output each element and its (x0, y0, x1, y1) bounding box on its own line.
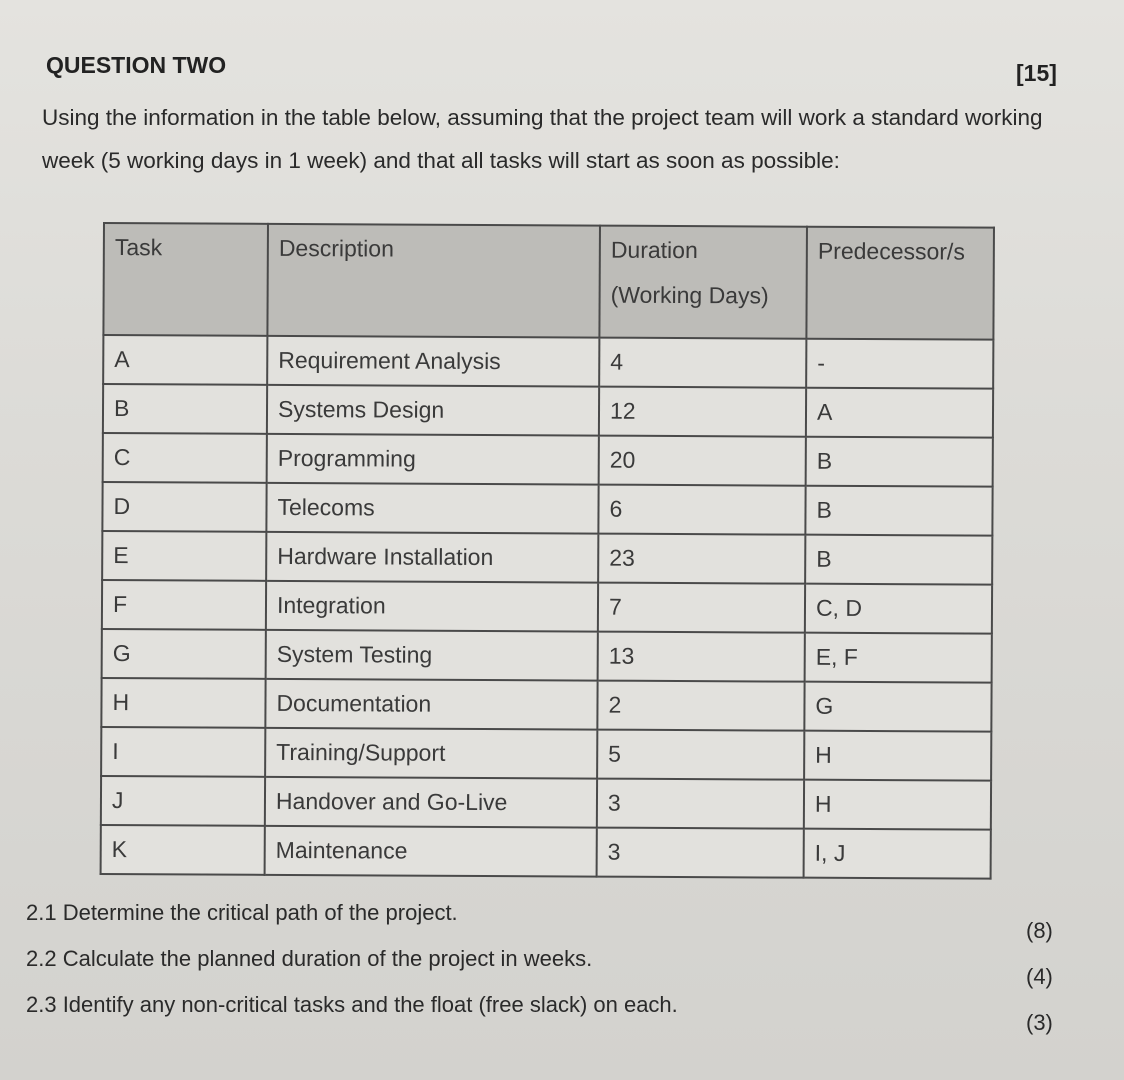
subquestion-2-2-marks: (4) (1026, 964, 1053, 989)
task-description: Programming (267, 434, 599, 485)
task-predecessors: H (804, 780, 991, 830)
task-predecessors: I, J (804, 829, 991, 879)
task-predecessors: H (804, 731, 991, 781)
total-marks: [15] (1016, 60, 1057, 86)
table-row (102, 580, 992, 634)
header-predecessors: Predecessor/s (806, 227, 994, 340)
task-duration: 5 (597, 730, 804, 780)
task-predecessors: B (805, 535, 992, 585)
task-id: C (103, 433, 267, 483)
task-description: Systems Design (267, 385, 599, 436)
table-row (102, 482, 992, 536)
header-description: Description (267, 224, 600, 338)
table-row (103, 433, 993, 487)
header-duration-unit: (Working Days) (610, 281, 769, 309)
task-duration: 13 (598, 632, 805, 682)
task-table (100, 222, 995, 880)
table-row (102, 531, 992, 585)
subquestion-2-3-marks: (3) (1026, 1010, 1053, 1035)
task-duration: 3 (597, 828, 804, 878)
table-row (101, 678, 991, 732)
task-id: G (102, 629, 266, 679)
task-id: B (103, 384, 267, 434)
table-header-row (103, 223, 994, 340)
task-predecessors: - (806, 339, 993, 389)
table-row (103, 335, 993, 389)
task-description: Requirement Analysis (267, 336, 599, 387)
task-id: H (101, 678, 265, 728)
task-id: K (101, 825, 265, 875)
subquestion-2-1-marks: (8) (1026, 918, 1053, 943)
task-description: Training/Support (265, 728, 597, 779)
task-description: Telecoms (266, 483, 598, 534)
table-row (101, 825, 991, 879)
task-duration: 3 (597, 779, 804, 829)
header-duration (599, 226, 807, 339)
table-row (103, 384, 993, 438)
task-description: Hardware Installation (266, 532, 598, 583)
task-id: J (101, 776, 265, 826)
task-duration: 2 (597, 681, 804, 731)
table-row (101, 776, 991, 830)
task-duration: 23 (598, 534, 805, 584)
task-predecessors: B (805, 486, 992, 536)
task-id: D (102, 482, 266, 532)
task-duration: 4 (599, 338, 806, 388)
task-duration: 7 (598, 583, 805, 633)
header-task: Task (103, 223, 268, 336)
task-id: I (101, 727, 265, 777)
task-predecessors: E, F (805, 633, 992, 683)
task-id: E (102, 531, 266, 581)
task-predecessors: C, D (805, 584, 992, 634)
task-duration: 20 (599, 436, 806, 486)
task-predecessors: B (806, 437, 993, 487)
header-duration-label: Duration (610, 236, 698, 264)
question-heading: QUESTION TWO (46, 52, 227, 78)
task-predecessors: A (806, 388, 993, 438)
table-row (101, 727, 991, 781)
task-duration: 6 (598, 485, 805, 535)
task-id: A (103, 335, 267, 385)
task-description: System Testing (266, 630, 598, 681)
task-id: F (102, 580, 266, 630)
task-description: Handover and Go-Live (265, 777, 597, 828)
task-description: Documentation (265, 679, 597, 730)
task-description: Maintenance (265, 826, 597, 877)
subquestion-2-3: 2.3 Identify any non-critical tasks and the float (free slack) on each. (26, 992, 678, 1017)
subquestion-2-1: 2.1 Determine the critical path of the project. (26, 900, 458, 925)
question-intro: Using the information in the table below, assuming that the project team will work a standard working week (5 working days in 1 week) and that all tasks will start as soon as possible: (42, 105, 1043, 173)
task-duration: 12 (599, 387, 806, 437)
task-predecessors: G (804, 682, 991, 732)
table-row (102, 629, 992, 683)
task-description: Integration (266, 581, 598, 632)
subquestion-2-2: 2.2 Calculate the planned duration of the project in weeks. (26, 946, 593, 971)
